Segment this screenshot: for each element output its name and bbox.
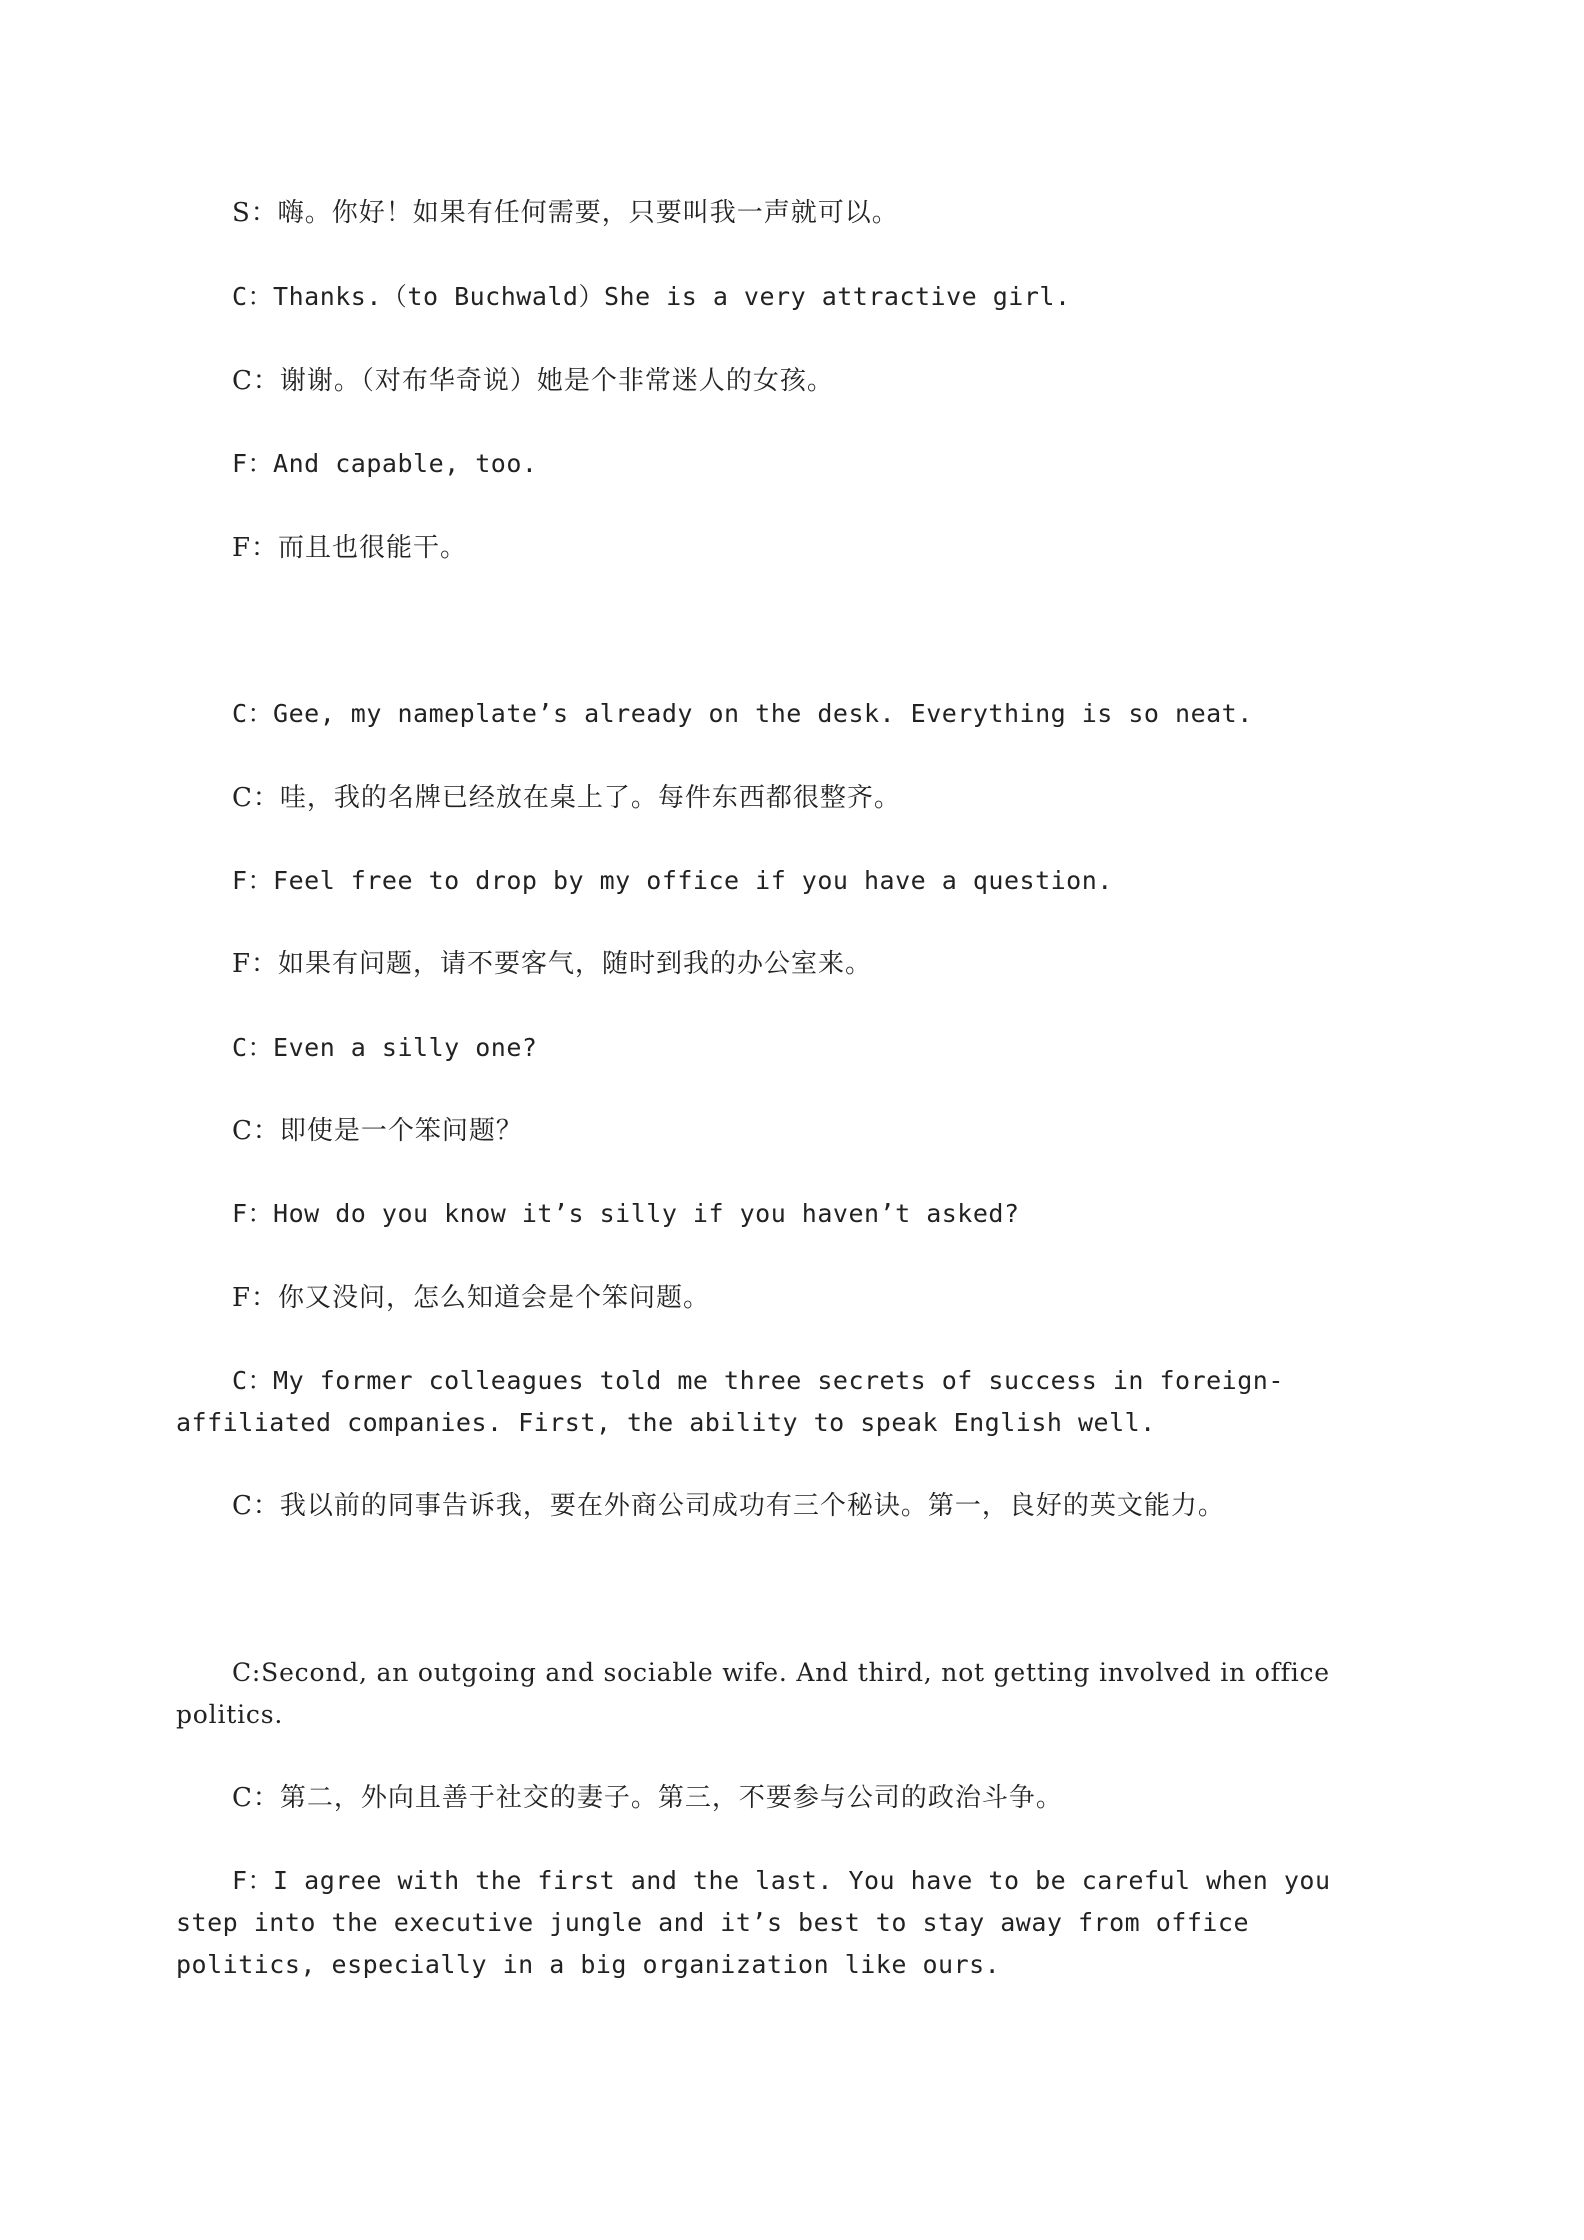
dialogue-line-c-cn: C：我以前的同事告诉我，要在外商公司成功有三个秘诀。第一，良好的英文能力。	[232, 1491, 1225, 1521]
dialogue-line-c-en: C：Thanks.（to Buchwald）She is a very attractive girl.	[232, 282, 1071, 311]
dialogue-line-c-cn: C：哇，我的名牌已经放在桌上了。每件东西都很整齐。	[232, 783, 901, 813]
dialogue-line-f-en: F：I agree with the first and the last. You have to be careful when you step into the executive jungle and it’s best to stay away from office politics, especially in a big organization like ours.	[176, 1866, 1331, 1979]
dialogue-line-c-en: C:Second, an outgoing and sociable wife. And third, not getting involved in office politics.	[176, 1658, 1330, 1729]
dialogue-line-c-cn: C：第二，外向且善于社交的妻子。第三，不要参与公司的政治斗争。	[232, 1783, 1063, 1813]
dialogue-line-f-cn: F：你又没问，怎么知道会是个笨问题。	[232, 1283, 711, 1313]
dialogue-line-f-en: F：How do you know it’s silly if you haven’t asked?	[232, 1199, 1020, 1228]
dialogue-line-s-cn: S：嗨。你好！如果有任何需要，只要叫我一声就可以。	[232, 198, 899, 228]
dialogue-line-f-cn: F：如果有问题，请不要客气，随时到我的办公室来。	[232, 949, 873, 979]
dialogue-line-c-en: C：Gee, my nameplate’s already on the desk. Everything is so neat.	[232, 699, 1253, 728]
dialogue-line-c-en: C：Even a silly one?	[232, 1033, 538, 1062]
dialogue-line-f-en: F：And capable, too.	[232, 449, 538, 478]
dialogue-line-f-cn: F：而且也很能干。	[232, 533, 468, 563]
dialogue-line-c-cn: C：即使是一个笨问题？	[232, 1116, 523, 1146]
dialogue-line-c-en: C：My former colleagues told me three secrets of success in foreign-affiliated companies. First, the ability to speak English well.	[176, 1366, 1284, 1437]
dialogue-line-c-cn: C：谢谢。（对布华奇说）她是个非常迷人的女孩。	[232, 366, 834, 396]
dialogue-line-f-en: F：Feel free to drop by my office if you have a question.	[232, 866, 1113, 895]
